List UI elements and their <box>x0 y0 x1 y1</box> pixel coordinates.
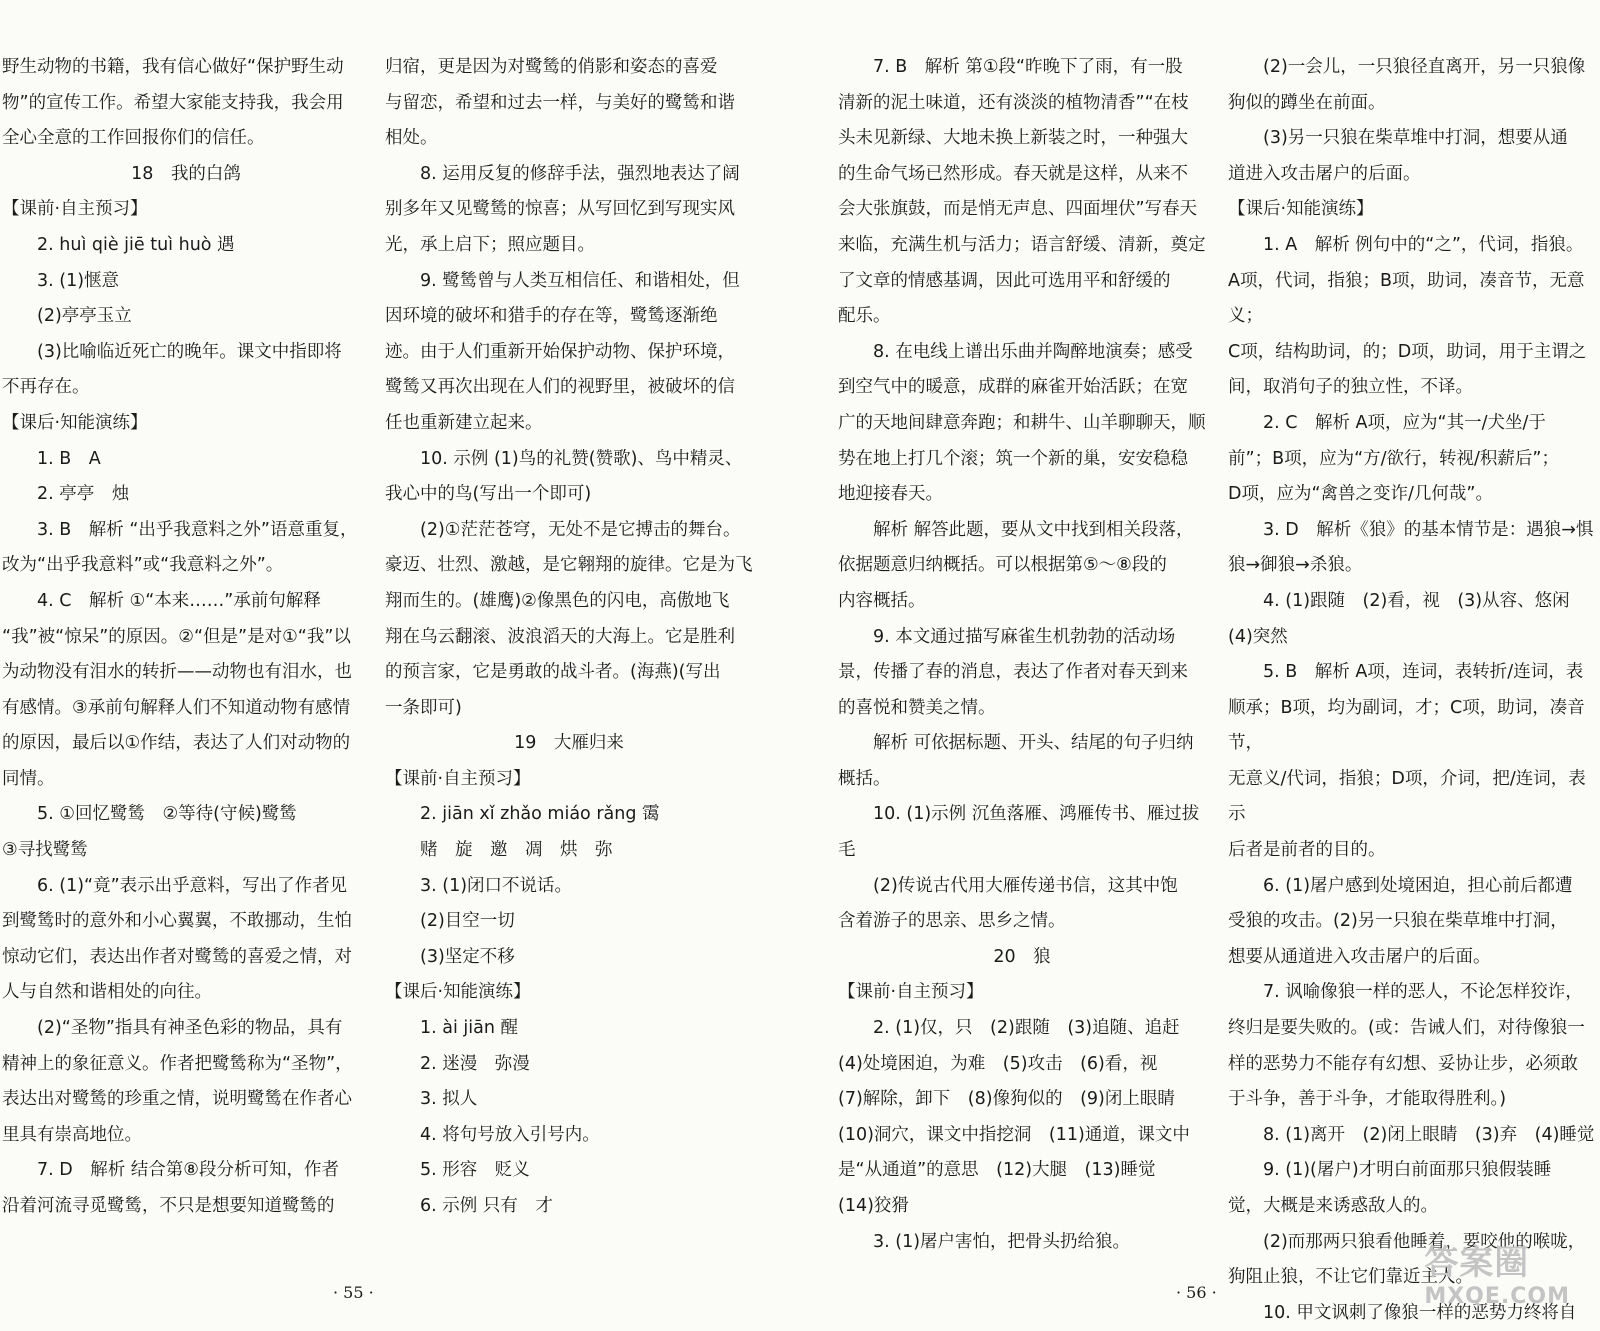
text-line: (3)另一只狼在柴草堆中打洞，想要从通 <box>1263 128 1568 149</box>
watermark-url: MXQE.COM <box>1424 1284 1570 1309</box>
text-line: 野生动物的书籍，我有信心做好“保护野生动 <box>2 57 344 77</box>
watermark <box>1424 1235 1570 1309</box>
text-line: 3. B 解析 “出乎我意料之外”语意重复， <box>37 519 358 540</box>
text-line: ③寻找鹭鸶 <box>2 840 88 861</box>
text-line: 赌 旋 邀 凋 烘 弥 <box>420 840 613 861</box>
text-line: (7)解除，卸下 (8)像狗似的 (9)闭上眼睛 <box>838 1089 1175 1110</box>
text-line: 翔而生的。(雄鹰)②像黑色的闪电，高傲地飞 <box>385 590 730 611</box>
column-1 <box>2 50 370 1225</box>
text-line: 来临，充满生机与活力；语言舒缓、清新，奠定 <box>838 234 1206 255</box>
text-line: A项，代词，指狼；B项，助词，凑音节，无意义； <box>1228 270 1585 327</box>
text-line: 1. ài jiān 醒 <box>420 1018 519 1039</box>
text-line: 精神上的象征意义。作者把鹭鸶称为“圣物”， <box>2 1053 353 1074</box>
text-line: 鹭鸶又再次出现在人们的视野里，被破坏的信 <box>385 377 735 398</box>
text-line: 归宿，更是因为对鹭鸶的俏影和姿态的喜爱 <box>385 57 718 77</box>
text-line: 前”；B项，应为“方/欲行，转视/积薪后”； <box>1228 448 1559 469</box>
text-line: (14)狡猾 <box>838 1196 909 1216</box>
text-line: 有感情。③承前句解释人们不知道动物有感情 <box>2 697 351 718</box>
text-line: 6. 示例 只有 才 <box>420 1196 553 1216</box>
section-heading: 18 我的白鸽 <box>131 163 241 184</box>
text-line: 景，传播了春的消息，表达了作者对春天到来 <box>838 662 1188 683</box>
text-line: 2. C 解析 A项，应为“其一/犬坐/于 <box>1263 412 1546 433</box>
text-line: 不再存在。 <box>2 377 90 398</box>
text-line: 地迎接春天。 <box>838 484 943 505</box>
text-line: 到鹭鸶时的意外和小心翼翼，不敢挪动，生怕 <box>2 911 352 932</box>
text-line: 2. huì qiè jiē tuì huò 遇 <box>37 234 235 255</box>
watermark-logo: 答案圈 <box>1424 1243 1530 1283</box>
text-line: 一条即可) <box>385 697 462 718</box>
text-line: 7. B 解析 第①段“昨晚下了雨，有一股 <box>873 57 1183 77</box>
text-line: 3. (1)屠户害怕，把骨头扔给狼。 <box>873 1231 1131 1252</box>
text-line: (10)洞穴，课文中指挖洞 (11)通道，课文中 <box>838 1124 1190 1145</box>
text-line: 的预言家，它是勇敢的战斗者。(海燕)(写出 <box>385 662 721 683</box>
text-line: 狗似的蹲坐在前面。 <box>1228 92 1386 113</box>
column-3 <box>838 50 1206 1260</box>
text-line: 4. (1)跟随 (2)看，视 (3)从容、悠闲 <box>1263 590 1570 611</box>
subsection-label: 【课后·知能演练】 <box>2 412 148 433</box>
text-line: 顺承；B项，均为副词，才；C项，助词，凑音节， <box>1228 697 1585 754</box>
text-line: 无意义/代词，指狼；D项，介词，把/连词，表示 <box>1228 768 1586 825</box>
text-line: 8. 运用反复的修辞手法，强烈地表达了阔 <box>420 163 740 184</box>
text-line: 3. D 解析《狼》的基本情节是：遇狼→惧 <box>1263 519 1594 540</box>
text-line: 受狼的攻击。(2)另一只狼在柴草堆中打洞， <box>1228 911 1568 932</box>
section-heading: 20 狼 <box>993 946 1051 967</box>
text-line: 惊动它们，表达出作者对鹭鸶的喜爱之情，对 <box>2 946 352 967</box>
text-line: 7. D 解析 结合第⑧段分析可知，作者 <box>37 1160 339 1181</box>
text-line: 会大张旗鼓，而是悄无声息、四面埋伏”写春天 <box>838 199 1198 220</box>
section-heading: 19 大雁归来 <box>514 733 624 754</box>
text-line: 人与自然和谐相处的向往。 <box>2 982 212 1003</box>
text-line: 因环境的破坏和猎手的存在等，鹭鸶逐渐绝 <box>385 306 718 327</box>
text-line: (2)①茫茫苍穹，无处不是它搏击的舞台。 <box>420 519 741 540</box>
subsection-label: 【课后·知能演练】 <box>385 982 531 1003</box>
text-line: (2)“圣物”指具有神圣色彩的物品，具有 <box>37 1018 343 1039</box>
text-line: 里具有崇高地位。 <box>2 1124 142 1145</box>
text-line: 广的天地间肆意奔跑；和耕牛、山羊聊聊天，顺 <box>838 412 1206 433</box>
text-line: 与留恋，希望和过去一样，与美好的鹭鸶和谐 <box>385 92 735 113</box>
text-line: 的喜悦和赞美之情。 <box>838 697 996 718</box>
text-line: (4)突然 <box>1228 626 1288 647</box>
text-line: (3)坚定不移 <box>420 946 515 967</box>
column-2 <box>385 50 753 1225</box>
text-line: 概括。 <box>838 768 891 789</box>
text-line: 清新的泥土味道，还有淡淡的植物清香”“在枝 <box>838 92 1189 113</box>
text-line: 头未见新绿、大地未换上新装之时，一种强大 <box>838 128 1188 149</box>
text-line: 我心中的鸟(写出一个即可) <box>385 484 592 505</box>
text-line: 任也重新建立起来。 <box>385 412 543 433</box>
text-line: 全心全意的工作回报你们的信任。 <box>2 128 265 149</box>
text-line: 的生命气场已然形成。春天就是这样，从来不 <box>838 163 1188 184</box>
text-line: 解析 可依据标题、开头、结尾的句子归纳 <box>873 733 1194 754</box>
text-line: 的原因，最后以①作结，表达了人们对动物的 <box>2 733 351 754</box>
subsection-label: 【课前·自主预习】 <box>2 199 148 220</box>
text-line: 9. 鹭鸶曾与人类互相信任、和谐相处，但 <box>420 270 740 291</box>
text-line: 2. (1)仅，只 (2)跟随 (3)追随、追赶 <box>873 1018 1180 1039</box>
text-line: 5. 形容 贬义 <box>420 1160 530 1181</box>
text-line: 豪迈、壮烈、激越，是它翱翔的旋律。它是为飞 <box>385 555 753 576</box>
text-line: 4. 将句号放入引号内。 <box>420 1124 600 1145</box>
text-line: 光，承上启下；照应题目。 <box>385 234 595 255</box>
text-line: 2. 迷漫 弥漫 <box>420 1053 530 1074</box>
text-line: 沿着河流寻觅鹭鸶，不只是想要知道鹭鸶的 <box>2 1196 335 1216</box>
text-line: 内容概括。 <box>838 590 926 611</box>
text-line: 想要从通道进入攻击屠户的后面。 <box>1228 946 1491 967</box>
text-line: C项，结构助词，的；D项，助词，用于主谓之 <box>1228 341 1587 362</box>
text-line: 样的恶势力不能存有幻想、妥协让步，必须敢 <box>1228 1053 1578 1074</box>
text-line: 别多年又见鹭鸶的惊喜；从写回忆到写现实风 <box>385 199 735 220</box>
text-line: 为动物没有泪水的转折——动物也有泪水，也 <box>2 662 352 683</box>
page-number-left: · 55 · <box>333 1283 374 1302</box>
text-line: “我”被“惊呆”的原因。②“但是”是对①“我”以 <box>2 626 351 647</box>
text-line: (4)处境困迫，为难 (5)攻击 (6)看，视 <box>838 1053 1158 1074</box>
text-line: (2)亭亭玉立 <box>37 306 132 327</box>
text-line: 狼→御狼→杀狼。 <box>1228 555 1363 576</box>
text-line: 物”的宣传工作。希望大家能支持我，我会用 <box>2 92 344 113</box>
text-line: 5. B 解析 A项，连词，表转折/连词，表 <box>1263 662 1584 683</box>
subsection-label: 【课前·自主预习】 <box>838 982 984 1003</box>
text-line: 终归是要失败的。(或：告诫人们，对待像狼一 <box>1228 1018 1585 1039</box>
text-line: 后者是前者的目的。 <box>1228 840 1386 861</box>
text-line: 觉，大概是来诱惑敌人的。 <box>1228 1196 1438 1216</box>
text-line: 3. (1)闭口不说话。 <box>420 875 573 896</box>
text-line: 3. (1)惬意 <box>37 270 120 291</box>
text-line: 道进入攻击屠户的后面。 <box>1228 163 1421 184</box>
subsection-label: 【课后·知能演练】 <box>1228 199 1374 220</box>
text-line: 间，取消句子的独立性，不译。 <box>1228 377 1473 398</box>
text-line: (2)一会儿，一只狼径直离开，另一只狼像 <box>1263 57 1586 77</box>
subsection-label: 【课前·自主预习】 <box>385 768 531 789</box>
text-line: (2)传说古代用大雁传递书信，这其中饱 <box>873 875 1178 896</box>
text-line: 于斗争，善于斗争，才能取得胜利。) <box>1228 1089 1507 1110</box>
text-line: 了文章的情感基调，因此可选用平和舒缓的 <box>838 270 1171 291</box>
text-line: 2. jiān xǐ zhǎo miáo rǎng 霭 <box>420 804 660 825</box>
text-line: (3)比喻临近死亡的晚年。课文中指即将 <box>37 341 342 362</box>
text-line: 10. 示例 (1)鸟的礼赞(赞歌)、鸟中精灵、 <box>420 448 743 469</box>
text-line: 10. (1)示例 沉鱼落雁、鸿雁传书、雁过拔毛 <box>838 804 1200 861</box>
text-line: 4. C 解析 ①“本来……”承前句解释 <box>37 590 321 611</box>
text-line: 6. (1)“竟”表示出乎意料，写出了作者见 <box>37 875 348 896</box>
text-line: (2)而那两只狼看他睡着，要咬他的喉咙， <box>1263 1231 1586 1252</box>
text-line: 到空气中的暖意，成群的麻雀开始活跃；在宽 <box>838 377 1188 398</box>
text-line: 8. 在电线上谱出乐曲并陶醉地演奏；感受 <box>873 341 1193 362</box>
text-line: 7. 讽喻像狼一样的恶人，不论怎样狡诈， <box>1263 982 1583 1003</box>
text-line: 9. (1)(屠户)才明白前面那只狼假装睡 <box>1263 1160 1552 1181</box>
text-line: 含着游子的思亲、思乡之情。 <box>838 911 1066 932</box>
text-line: 配乐。 <box>838 306 891 327</box>
text-line: 表达出对鹭鸶的珍重之情，说明鹭鸶在作者心 <box>2 1089 352 1110</box>
text-line: 依据题意归纳概括。可以根据第⑤～⑧段的 <box>838 555 1167 576</box>
text-line: 3. 拟人 <box>420 1089 478 1110</box>
text-line: D项，应为“禽兽之变诈/几何哉”。 <box>1228 484 1494 505</box>
column-4 <box>1228 50 1598 1331</box>
text-line: 2. 亭亭 烛 <box>37 484 130 505</box>
text-line: 狗阻止狼，不让它们靠近主人。 <box>1228 1267 1473 1288</box>
page-number-right: · 56 · <box>1176 1283 1217 1302</box>
text-line: 6. (1)屠户感到处境困迫，担心前后都遭 <box>1263 875 1573 896</box>
text-line: 1. A 解析 例句中的“之”，代词，指狼。 <box>1263 234 1584 255</box>
text-line: 解析 解答此题，要从文中找到相关段落， <box>873 519 1194 540</box>
text-line: 势在地上打几个滚；筑一个新的巢，安安稳稳 <box>838 448 1188 469</box>
text-line: 9. 本文通过描写麻雀生机勃勃的活动场 <box>873 626 1176 647</box>
text-line: 是“从通道”的意思 (12)大腿 (13)睡觉 <box>838 1160 1156 1181</box>
text-line: 迹。由于人们重新开始保护动物、保护环境， <box>385 341 735 362</box>
text-line: 相处。 <box>385 128 438 149</box>
text-line: (2)目空一切 <box>420 911 515 932</box>
text-line: 10. 甲文讽刺了像狼一样的恶势力终将自 <box>1263 1302 1577 1323</box>
text-line: 翔在乌云翻滚、波浪滔天的大海上。它是胜利 <box>385 626 735 647</box>
text-line: 1. B A <box>37 448 101 469</box>
text-line: 5. ①回忆鹭鸶 ②等待(守候)鹭鸶 <box>37 804 297 825</box>
text-line: 8. (1)离开 (2)闭上眼睛 (3)弃 (4)睡觉 <box>1263 1124 1595 1145</box>
text-line: 改为“出乎我意料”或“我意料之外”。 <box>2 555 284 576</box>
text-line: 同情。 <box>2 768 55 789</box>
